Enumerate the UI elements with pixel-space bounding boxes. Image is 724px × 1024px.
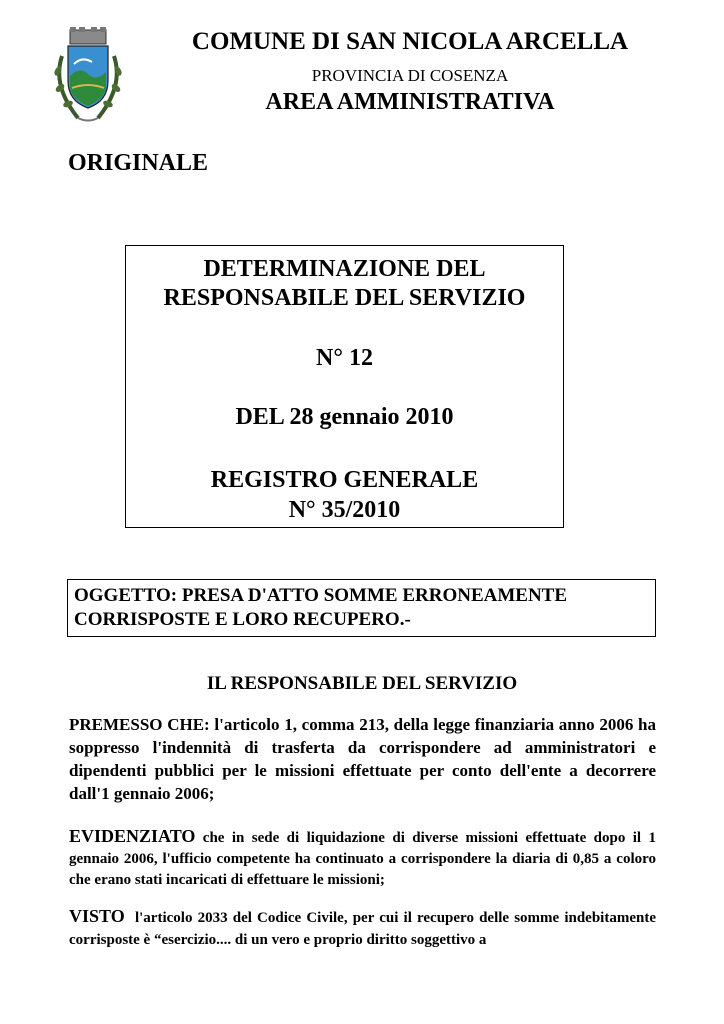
paragraph-evidenziato-text: che in sede di liquidazione di diverse missioni effettuate dopo il 1 gennaio 2006, l'ufficio competente ha continuato a corrispondere la diaria di 0,85 a coloro che erano stati incaricati di effettuare le missioni;	[69, 830, 656, 888]
subject-line2: CORRISPOSTE E LORO RECUPERO.-	[74, 609, 411, 630]
subject-box	[67, 579, 656, 637]
province-name: PROVINCIA DI COSENZA	[311, 66, 509, 85]
determination-number: N° 12	[316, 345, 373, 371]
administrative-area: AREA AMMINISTRATIVA	[265, 89, 555, 115]
municipal-coat-of-arms	[48, 26, 128, 126]
municipality-name: COMUNE DI SAN NICOLA ARCELLA	[191, 28, 629, 55]
paragraph-premesso: PREMESSO CHE: l'articolo 1, comma 213, della legge finanziaria anno 2006 ha soppresso l'indennità di trasferta da corrispondere ad amministratori e dipendenti pubblici per le missioni effettuate per conto dell'ente a decorrere dall'1 gennaio 2006;	[69, 715, 656, 803]
determination-title-line2: RESPONSABILE DEL SERVIZIO	[163, 285, 526, 311]
paragraph-visto-text: l'articolo 2033 del Codice Civile, per cui il recupero delle somme indebitamente corrisposte è “esercizio.... di un vero e proprio diritto soggettivo a	[69, 910, 660, 948]
determination-box	[125, 245, 564, 528]
document-stamp: ORIGINALE	[68, 150, 209, 176]
general-register-number: N° 35/2010	[288, 497, 401, 523]
paragraph-visto	[69, 905, 660, 951]
paragraph-visto-lead: VISTO	[69, 906, 125, 926]
section-heading: IL RESPONSABILE DEL SERVIZIO	[206, 673, 518, 694]
general-register-label: REGISTRO GENERALE	[210, 467, 479, 493]
determination-title-line1: DETERMINAZIONE DEL	[203, 256, 486, 282]
paragraph-evidenziato-lead: EVIDENZIATO	[69, 826, 196, 846]
determination-date: DEL 28 gennaio 2010	[235, 404, 454, 430]
paragraph-evidenziato	[69, 826, 656, 891]
subject-line1: OGGETTO: PRESA D'ATTO SOMME ERRONEAMENTE	[74, 585, 568, 606]
